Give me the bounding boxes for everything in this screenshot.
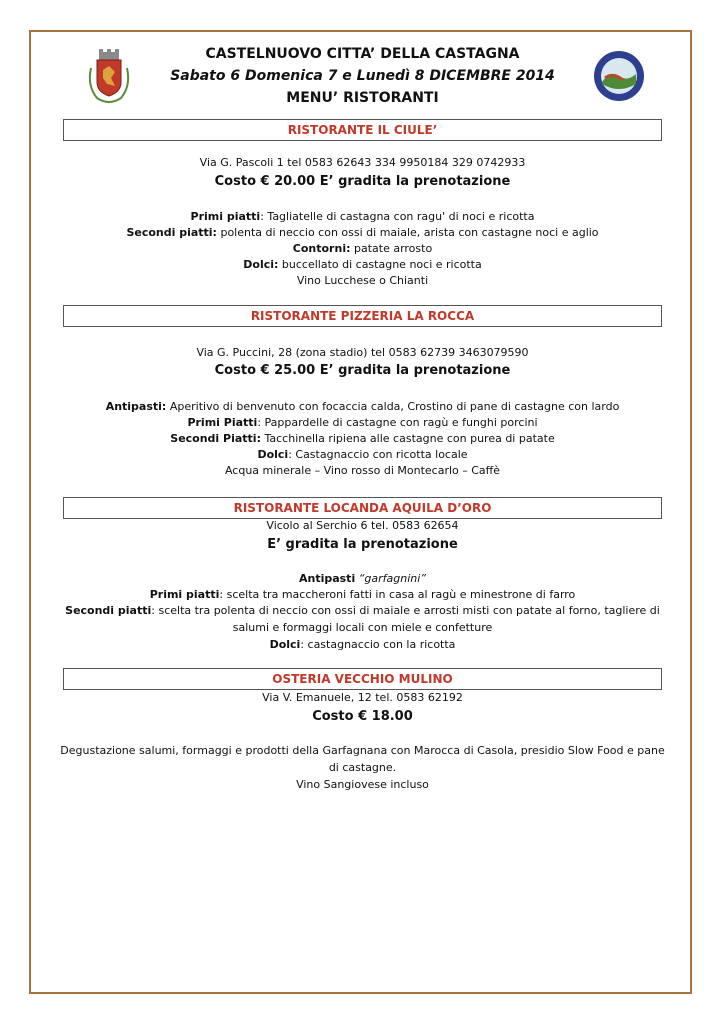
restaurant-address: Via G. Puccini, 28 (zona stadio) tel 0583 62739 3463079590 bbox=[196, 346, 529, 359]
course-label: Secondi Piatti: bbox=[170, 432, 261, 445]
town-title: CASTELNUOVO CITTA’ DELLA CASTAGNA bbox=[205, 46, 520, 62]
course-text: : Pappardelle di castagne con ragù e funghi porcini bbox=[257, 416, 538, 429]
course-label: Primi piatti bbox=[190, 210, 261, 223]
restaurant-cost: E’ gradita la prenotazione bbox=[267, 537, 458, 552]
course-label: Antipasti bbox=[298, 572, 356, 585]
course-text: di castagne. bbox=[328, 761, 397, 774]
course-text: Acqua minerale – Vino rosso di Montecarlo – Caffè bbox=[224, 464, 501, 477]
menu-line bbox=[40, 463, 685, 479]
menu-line bbox=[40, 431, 685, 447]
course-text: buccellato di castagne noci e ricotta bbox=[278, 258, 482, 271]
course-text: “garfagnini” bbox=[355, 572, 427, 585]
course-text: : Castagnaccio con ricotta locale bbox=[288, 448, 468, 461]
menu-line bbox=[40, 777, 685, 793]
course-text: : scelta tra polenta di neccio con ossi di maiale e arrosti misti con patate al forno, tagliere di bbox=[151, 604, 660, 617]
course-text: Degustazione salumi, formaggi e prodotti della Garfagnana con Marocca di Casola, presidio Slow Food e pane bbox=[60, 744, 665, 757]
restaurant-name-box: RISTORANTE LOCANDA AQUILA D’ORO bbox=[63, 497, 662, 519]
course-label: Dolci bbox=[269, 638, 301, 651]
course-label: Primi Piatti bbox=[187, 416, 258, 429]
restaurant-address: Via G. Pascoli 1 tel 0583 62643 334 9950184 329 0742933 bbox=[199, 156, 526, 169]
course-text: Aperitivo di benvenuto con focaccia calda, Crostino di pane di castagne con lardo bbox=[166, 400, 620, 413]
menu-line bbox=[40, 415, 685, 431]
restaurant-name-box: OSTERIA VECCHIO MULINO bbox=[63, 668, 662, 690]
course-text: : castagnaccio con la ricotta bbox=[300, 638, 456, 651]
restaurant-cost: Costo € 20.00 E’ gradita la prenotazione bbox=[214, 174, 511, 189]
menu-line bbox=[40, 273, 685, 289]
course-label: Dolci bbox=[257, 448, 289, 461]
course-text: : scelta tra maccheroni fatti in casa al ragù e minestrone di farro bbox=[219, 588, 576, 601]
restaurant-address: Via V. Emanuele, 12 tel. 0583 62192 bbox=[262, 691, 463, 704]
course-label: Dolci: bbox=[243, 258, 279, 271]
menu-line bbox=[40, 571, 685, 587]
menu-line bbox=[40, 603, 685, 619]
course-text: polenta di neccio con ossi di maiale, arista con castagne noci e aglio bbox=[216, 226, 599, 239]
course-label: Secondi piatti: bbox=[126, 226, 217, 239]
course-label: Contorni: bbox=[292, 242, 351, 255]
menu-line bbox=[40, 209, 685, 225]
course-label: Secondi piatti bbox=[65, 604, 152, 617]
menu-title: MENU’ RISTORANTI bbox=[286, 90, 439, 106]
menu-line bbox=[40, 620, 685, 636]
menu-line bbox=[40, 225, 685, 241]
menu-line bbox=[40, 399, 685, 415]
restaurant-name-box: RISTORANTE PIZZERIA LA ROCCA bbox=[63, 305, 662, 327]
menu-line bbox=[40, 587, 685, 603]
menu-line bbox=[40, 760, 685, 776]
course-text: patate arrosto bbox=[350, 242, 433, 255]
menu-line bbox=[40, 637, 685, 653]
course-text: Tacchinella ripiena alle castagne con purea di patate bbox=[260, 432, 555, 445]
restaurant-address: Vicolo al Serchio 6 tel. 0583 62654 bbox=[266, 519, 459, 532]
menu-line bbox=[40, 241, 685, 257]
menu-line bbox=[40, 257, 685, 273]
menu-line bbox=[40, 743, 685, 759]
course-text: Vino Lucchese o Chianti bbox=[296, 274, 429, 287]
event-dates: Sabato 6 Domenica 7 e Lunedì 8 DICEMBRE 2014 bbox=[170, 68, 555, 84]
course-text: : Tagliatelle di castagna con ragu' di noci e ricotta bbox=[260, 210, 535, 223]
restaurant-cost: Costo € 25.00 E’ gradita la prenotazione bbox=[214, 363, 511, 378]
header bbox=[0, 43, 725, 109]
course-text: salumi e formaggi locali con miele e confetture bbox=[232, 621, 493, 634]
restaurant-name-box: RISTORANTE IL CIULE’ bbox=[63, 119, 662, 141]
course-label: Primi piatti bbox=[149, 588, 220, 601]
course-text: Vino Sangiovese incluso bbox=[296, 778, 429, 791]
course-label: Antipasti: bbox=[105, 400, 167, 413]
menu-line bbox=[40, 447, 685, 463]
restaurant-cost: Costo € 18.00 bbox=[312, 709, 413, 724]
